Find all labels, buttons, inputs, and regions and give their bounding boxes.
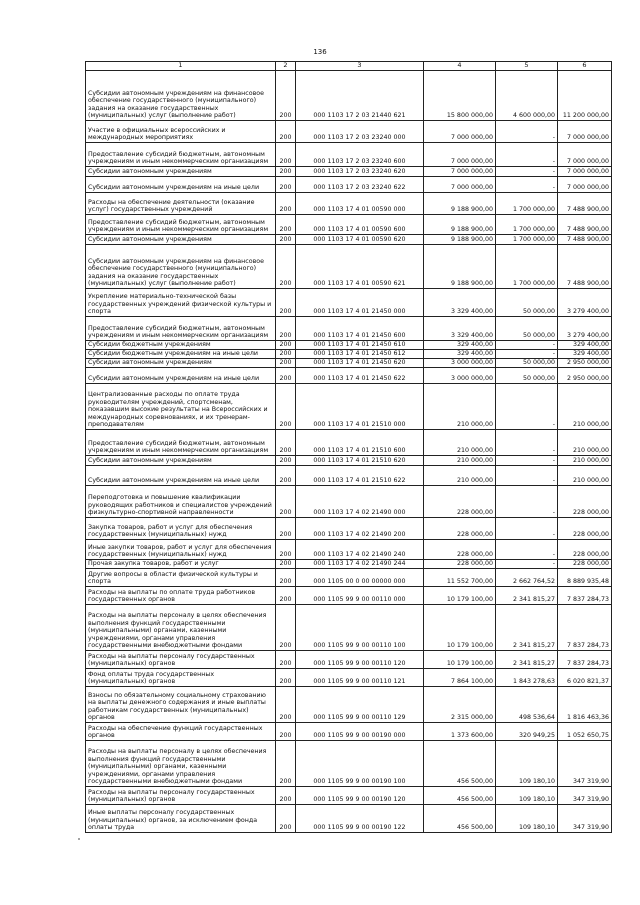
row-value-approved: 456 500,00	[424, 787, 496, 805]
column-header: 3	[296, 62, 424, 71]
table-row	[86, 518, 612, 540]
row-value-approved: 10 179 100,00	[424, 587, 496, 605]
column-header: 6	[558, 62, 612, 71]
row-code: 000 1103 17 2 03 21440 621	[296, 71, 424, 121]
row-ved: 200	[276, 456, 296, 466]
row-name: Субсидии автономным учреждениям	[86, 456, 276, 466]
row-value-approved: 228 000,00	[424, 486, 496, 518]
row-value-approved: 7 864 100,00	[424, 669, 496, 687]
row-value-executed: -	[496, 518, 558, 540]
row-value-executed: 109 180,10	[496, 741, 558, 787]
row-value-executed: -	[496, 341, 558, 350]
row-name: Субсидии бюджетным учреждениям	[86, 341, 276, 350]
row-value-approved: 10 179 100,00	[424, 651, 496, 669]
row-ved: 200	[276, 430, 296, 456]
row-value-executed: 4 600 000,00	[496, 71, 558, 121]
row-value-approved: 210 000,00	[424, 430, 496, 456]
row-name: Другие вопросы в области физической культуры и спорта	[86, 569, 276, 587]
row-value-approved: 7 000 000,00	[424, 143, 496, 167]
row-code: 000 1103 17 4 02 21490 244	[296, 560, 424, 569]
row-code: 000 1103 17 4 01 00590 000	[296, 193, 424, 215]
table-row	[86, 167, 612, 177]
row-code: 000 1103 17 4 02 21490 240	[296, 540, 424, 560]
page-number: 136	[313, 48, 327, 56]
row-code: 000 1103 17 4 01 21450 600	[296, 317, 424, 341]
row-name: Расходы на обеспечение деятельности (оказание услуг) государственных учреждений	[86, 193, 276, 215]
row-value-executed: 1 700 000,00	[496, 245, 558, 289]
row-name: Предоставление субсидий бюджетным, автономным учреждениям и иным некоммерческим организациям	[86, 143, 276, 167]
row-value-approved: 228 000,00	[424, 540, 496, 560]
row-value-approved: 210 000,00	[424, 466, 496, 486]
row-value-approved: 210 000,00	[424, 456, 496, 466]
row-code: 000 1103 17 4 01 21510 600	[296, 430, 424, 456]
row-value-approved: 1 373 600,00	[424, 723, 496, 741]
table-row	[86, 540, 612, 560]
row-name: Предоставление субсидий бюджетным, автономным учреждениям и иным некоммерческим организациям	[86, 215, 276, 235]
row-code: 000 1103 17 4 01 21510 622	[296, 466, 424, 486]
row-value-approved: 329 400,00	[424, 350, 496, 359]
column-header: 4	[424, 62, 496, 71]
table-row	[86, 805, 612, 833]
row-ved: 200	[276, 167, 296, 177]
row-code: 000 1105 99 9 00 00190 100	[296, 741, 424, 787]
table-row	[86, 289, 612, 317]
row-ved: 200	[276, 741, 296, 787]
table-row	[86, 245, 612, 289]
row-name: Предоставление субсидий бюджетным, автономным учреждениям и иным некоммерческим организациям	[86, 430, 276, 456]
row-value-approved: 9 188 900,00	[424, 193, 496, 215]
row-value-executed: 109 180,10	[496, 805, 558, 833]
table-row	[86, 317, 612, 341]
row-code: 000 1103 17 2 03 23240 000	[296, 121, 424, 143]
row-value-unexecuted: 7 488 900,00	[558, 235, 612, 245]
row-value-approved: 3 000 000,00	[424, 368, 496, 384]
row-code: 000 1105 99 9 00 00110 120	[296, 651, 424, 669]
row-value-unexecuted: 347 319,90	[558, 741, 612, 787]
row-ved: 200	[276, 245, 296, 289]
row-name: Субсидии бюджетным учреждениям на иные цели	[86, 350, 276, 359]
row-name: Иные закупки товаров, работ и услуг для обеспечения государственных (муниципальных) нужд	[86, 540, 276, 560]
column-header: 1	[86, 62, 276, 71]
row-value-approved: 7 000 000,00	[424, 167, 496, 177]
row-code: 000 1103 17 4 01 21450 620	[296, 359, 424, 368]
row-ved: 200	[276, 359, 296, 368]
row-code: 000 1105 99 9 00 00190 122	[296, 805, 424, 833]
row-name: Расходы на выплаты по оплате труда работников государственных органов	[86, 587, 276, 605]
row-code: 000 1103 17 4 02 21490 000	[296, 486, 424, 518]
row-value-executed: 2 662 764,52	[496, 569, 558, 587]
row-value-executed: -	[496, 167, 558, 177]
row-name: Фонд оплаты труда государственных (муниципальных) органов	[86, 669, 276, 687]
row-value-unexecuted: 1 816 463,36	[558, 687, 612, 723]
row-value-unexecuted: 3 279 400,00	[558, 317, 612, 341]
table-row	[86, 456, 612, 466]
row-value-executed: -	[496, 143, 558, 167]
row-code: 000 1103 17 4 01 21510 000	[296, 384, 424, 430]
row-ved: 200	[276, 235, 296, 245]
row-value-approved: 3 000 000,00	[424, 359, 496, 368]
table-row	[86, 787, 612, 805]
row-value-approved: 9 188 900,00	[424, 215, 496, 235]
table-row	[86, 605, 612, 651]
row-value-unexecuted: 3 279 400,00	[558, 289, 612, 317]
row-value-unexecuted: 228 000,00	[558, 518, 612, 540]
row-value-executed: 1 700 000,00	[496, 215, 558, 235]
row-code: 000 1105 00 0 00 00000 000	[296, 569, 424, 587]
row-value-approved: 11 552 700,00	[424, 569, 496, 587]
row-value-approved: 456 500,00	[424, 741, 496, 787]
row-ved: 200	[276, 569, 296, 587]
budget-table	[85, 61, 612, 833]
row-value-approved: 7 000 000,00	[424, 177, 496, 193]
row-value-unexecuted: 228 000,00	[558, 486, 612, 518]
row-code: 000 1103 17 4 01 21450 622	[296, 368, 424, 384]
column-header: 2	[276, 62, 296, 71]
row-value-executed: 2 341 815,27	[496, 605, 558, 651]
row-value-executed: 50 000,00	[496, 368, 558, 384]
row-value-unexecuted: 8 889 935,48	[558, 569, 612, 587]
row-value-unexecuted: 210 000,00	[558, 384, 612, 430]
row-value-unexecuted: 329 400,00	[558, 350, 612, 359]
row-value-unexecuted: 7 837 284,73	[558, 587, 612, 605]
table-row	[86, 430, 612, 456]
row-ved: 200	[276, 805, 296, 833]
row-ved: 200	[276, 651, 296, 669]
row-value-approved: 10 179 100,00	[424, 605, 496, 651]
row-value-executed: 320 949,25	[496, 723, 558, 741]
table-row	[86, 687, 612, 723]
row-value-unexecuted: 7 000 000,00	[558, 143, 612, 167]
row-value-approved: 2 315 000,00	[424, 687, 496, 723]
row-value-unexecuted: 210 000,00	[558, 456, 612, 466]
row-value-approved: 210 000,00	[424, 384, 496, 430]
table-row	[86, 71, 612, 121]
row-value-unexecuted: 347 319,90	[558, 805, 612, 833]
table-row	[86, 486, 612, 518]
table-row	[86, 143, 612, 167]
row-ved: 200	[276, 466, 296, 486]
row-value-executed: -	[496, 540, 558, 560]
row-value-executed: -	[496, 486, 558, 518]
row-value-executed: -	[496, 350, 558, 359]
row-name: Иные выплаты персоналу государственных (муниципальных) органов, за исключением фонда оплаты труда	[86, 805, 276, 833]
row-ved: 200	[276, 518, 296, 540]
row-value-unexecuted: 2 950 000,00	[558, 368, 612, 384]
row-ved: 200	[276, 587, 296, 605]
row-value-unexecuted: 210 000,00	[558, 466, 612, 486]
table-row	[86, 723, 612, 741]
row-code: 000 1105 99 9 00 00110 129	[296, 687, 424, 723]
row-value-unexecuted: 7 837 284,73	[558, 605, 612, 651]
row-code: 000 1103 17 4 01 21510 620	[296, 456, 424, 466]
row-code: 000 1105 99 9 00 00190 120	[296, 787, 424, 805]
row-name: Субсидии автономным учреждениям на финансовое обеспечение государственного (муниципального) задания на оказание государственных (муниципальных) услуг (выполнение работ)	[86, 245, 276, 289]
row-value-unexecuted: 210 000,00	[558, 430, 612, 456]
row-value-executed: 50 000,00	[496, 317, 558, 341]
row-ved: 200	[276, 540, 296, 560]
row-value-executed: -	[496, 384, 558, 430]
row-value-approved: 228 000,00	[424, 560, 496, 569]
row-value-unexecuted: 347 319,90	[558, 787, 612, 805]
row-name: Предоставление субсидий бюджетным, автономным учреждениям и иным некоммерческим организациям	[86, 317, 276, 341]
column-header-row	[86, 62, 612, 71]
row-ved: 200	[276, 215, 296, 235]
row-value-unexecuted: 2 950 000,00	[558, 359, 612, 368]
table-row	[86, 193, 612, 215]
row-code: 000 1103 17 4 01 21450 610	[296, 341, 424, 350]
row-value-unexecuted: 228 000,00	[558, 540, 612, 560]
row-ved: 200	[276, 341, 296, 350]
row-name: Участие в официальных всероссийских и международных мероприятиях	[86, 121, 276, 143]
budget-table-body	[86, 62, 612, 833]
row-value-unexecuted: 7 000 000,00	[558, 121, 612, 143]
row-ved: 200	[276, 486, 296, 518]
row-name: Расходы на выплаты персоналу в целях обеспечения выполнения функций государственными (муниципальными) органами, казенными учреждениями, органами управления государственными внебюджетными фондами	[86, 741, 276, 787]
row-code: 000 1103 17 4 01 00590 621	[296, 245, 424, 289]
table-row	[86, 569, 612, 587]
row-code: 000 1103 17 4 01 21450 612	[296, 350, 424, 359]
row-value-executed: 50 000,00	[496, 289, 558, 317]
row-ved: 200	[276, 317, 296, 341]
row-value-unexecuted: 329 400,00	[558, 341, 612, 350]
row-value-approved: 9 188 900,00	[424, 245, 496, 289]
row-name: Субсидии автономным учреждениям	[86, 167, 276, 177]
row-ved: 200	[276, 723, 296, 741]
row-value-executed: -	[496, 121, 558, 143]
row-name: Субсидии автономным учреждениям на иные цели	[86, 177, 276, 193]
row-value-approved: 456 500,00	[424, 805, 496, 833]
table-row	[86, 341, 612, 350]
table-row	[86, 466, 612, 486]
row-value-approved: 3 329 400,00	[424, 289, 496, 317]
row-code: 000 1103 17 2 03 23240 600	[296, 143, 424, 167]
row-value-approved: 9 188 900,00	[424, 235, 496, 245]
row-value-executed: 2 341 815,27	[496, 587, 558, 605]
row-ved: 200	[276, 560, 296, 569]
row-value-unexecuted: 7 488 900,00	[558, 215, 612, 235]
row-value-executed: -	[496, 430, 558, 456]
row-value-unexecuted: 7 488 900,00	[558, 245, 612, 289]
row-code: 000 1105 99 9 00 00110 100	[296, 605, 424, 651]
table-row	[86, 359, 612, 368]
column-header: 5	[496, 62, 558, 71]
row-value-executed: 498 536,64	[496, 687, 558, 723]
row-ved: 200	[276, 368, 296, 384]
row-value-unexecuted: 1 052 650,75	[558, 723, 612, 741]
row-value-unexecuted: 228 000,00	[558, 560, 612, 569]
table-row	[86, 651, 612, 669]
row-value-unexecuted: 7 000 000,00	[558, 167, 612, 177]
row-value-executed: 1 700 000,00	[496, 235, 558, 245]
row-code: 000 1103 17 4 01 00590 600	[296, 215, 424, 235]
row-value-unexecuted: 7 837 284,73	[558, 651, 612, 669]
row-value-executed: -	[496, 560, 558, 569]
row-name: Переподготовка и повышение квалификации руководящих работников и специалистов учреждений физкультурно-спортивной направленности	[86, 486, 276, 518]
row-name: Закупка товаров, работ и услуг для обеспечения государственных (муниципальных) нужд	[86, 518, 276, 540]
table-row	[86, 587, 612, 605]
row-value-executed: -	[496, 177, 558, 193]
row-code: 000 1103 17 2 03 23240 622	[296, 177, 424, 193]
row-ved: 200	[276, 384, 296, 430]
row-name: Укрепление материально-технической базы государственных учреждений физической культуры и спорта	[86, 289, 276, 317]
row-value-approved: 3 329 400,00	[424, 317, 496, 341]
row-ved: 200	[276, 143, 296, 167]
row-value-unexecuted: 7 488 900,00	[558, 193, 612, 215]
row-name: Централизованные расходы по оплате труда руководителям учреждений, спортсменам, показавшим высокие результаты на Всероссийских и международных соревнованиях, и их тренерам-преподавателям	[86, 384, 276, 430]
table-row	[86, 235, 612, 245]
row-value-executed: -	[496, 456, 558, 466]
table-row	[86, 121, 612, 143]
row-value-unexecuted: 7 000 000,00	[558, 177, 612, 193]
row-ved: 200	[276, 193, 296, 215]
row-name: Расходы на выплаты персоналу государственных (муниципальных) органов	[86, 787, 276, 805]
row-code: 000 1103 17 4 02 21490 200	[296, 518, 424, 540]
row-ved: 200	[276, 669, 296, 687]
row-value-executed: 1 843 278,63	[496, 669, 558, 687]
table-row	[86, 215, 612, 235]
row-ved: 200	[276, 177, 296, 193]
row-name: Субсидии автономным учреждениям на иные цели	[86, 368, 276, 384]
row-code: 000 1103 17 4 01 21450 000	[296, 289, 424, 317]
row-ved: 200	[276, 121, 296, 143]
row-name: Субсидии автономным учреждениям	[86, 235, 276, 245]
row-name: Расходы на обеспечение функций государственных органов	[86, 723, 276, 741]
row-name: Взносы по обязательному социальному страхованию на выплаты денежного содержания и иные выплаты работникам государственных (муниципальных) органов	[86, 687, 276, 723]
row-value-executed: 109 180,10	[496, 787, 558, 805]
row-value-approved: 7 000 000,00	[424, 121, 496, 143]
row-ved: 200	[276, 71, 296, 121]
row-value-approved: 15 800 000,00	[424, 71, 496, 121]
row-name: Субсидии автономным учреждениям на финансовое обеспечение государственного (муниципального) задания на оказание государственных (муниципальных) услуг (выполнение работ)	[86, 71, 276, 121]
row-value-executed: 50 000,00	[496, 359, 558, 368]
row-name: Прочая закупка товаров, работ и услуг	[86, 560, 276, 569]
row-ved: 200	[276, 687, 296, 723]
row-code: 000 1103 17 2 03 23240 620	[296, 167, 424, 177]
row-value-executed: 1 700 000,00	[496, 193, 558, 215]
row-value-unexecuted: 11 200 000,00	[558, 71, 612, 121]
row-code: 000 1103 17 4 01 00590 620	[296, 235, 424, 245]
row-name: Расходы на выплаты персоналу в целях обеспечения выполнения функций государственными (муниципальными) органами, казенными учреждениями, органами управления государственными внебюджетными фондами	[86, 605, 276, 651]
row-code: 000 1105 99 9 00 00190 000	[296, 723, 424, 741]
row-value-executed: 2 341 815,27	[496, 651, 558, 669]
row-value-approved: 228 000,00	[424, 518, 496, 540]
table-row	[86, 741, 612, 787]
row-ved: 200	[276, 350, 296, 359]
row-value-unexecuted: 6 020 821,37	[558, 669, 612, 687]
row-ved: 200	[276, 787, 296, 805]
row-ved: 200	[276, 289, 296, 317]
table-row	[86, 669, 612, 687]
row-value-executed: -	[496, 466, 558, 486]
table-row	[86, 384, 612, 430]
row-name: Субсидии автономным учреждениям	[86, 359, 276, 368]
table-row	[86, 368, 612, 384]
row-code: 000 1105 99 9 00 00110 121	[296, 669, 424, 687]
table-row	[86, 350, 612, 359]
scan-speck	[78, 838, 80, 840]
row-ved: 200	[276, 605, 296, 651]
row-code: 000 1105 99 9 00 00110 000	[296, 587, 424, 605]
table-row	[86, 177, 612, 193]
row-name: Субсидии автономным учреждениям на иные цели	[86, 466, 276, 486]
row-value-approved: 329 400,00	[424, 341, 496, 350]
table-row	[86, 560, 612, 569]
row-name: Расходы на выплаты персоналу государственных (муниципальных) органов	[86, 651, 276, 669]
